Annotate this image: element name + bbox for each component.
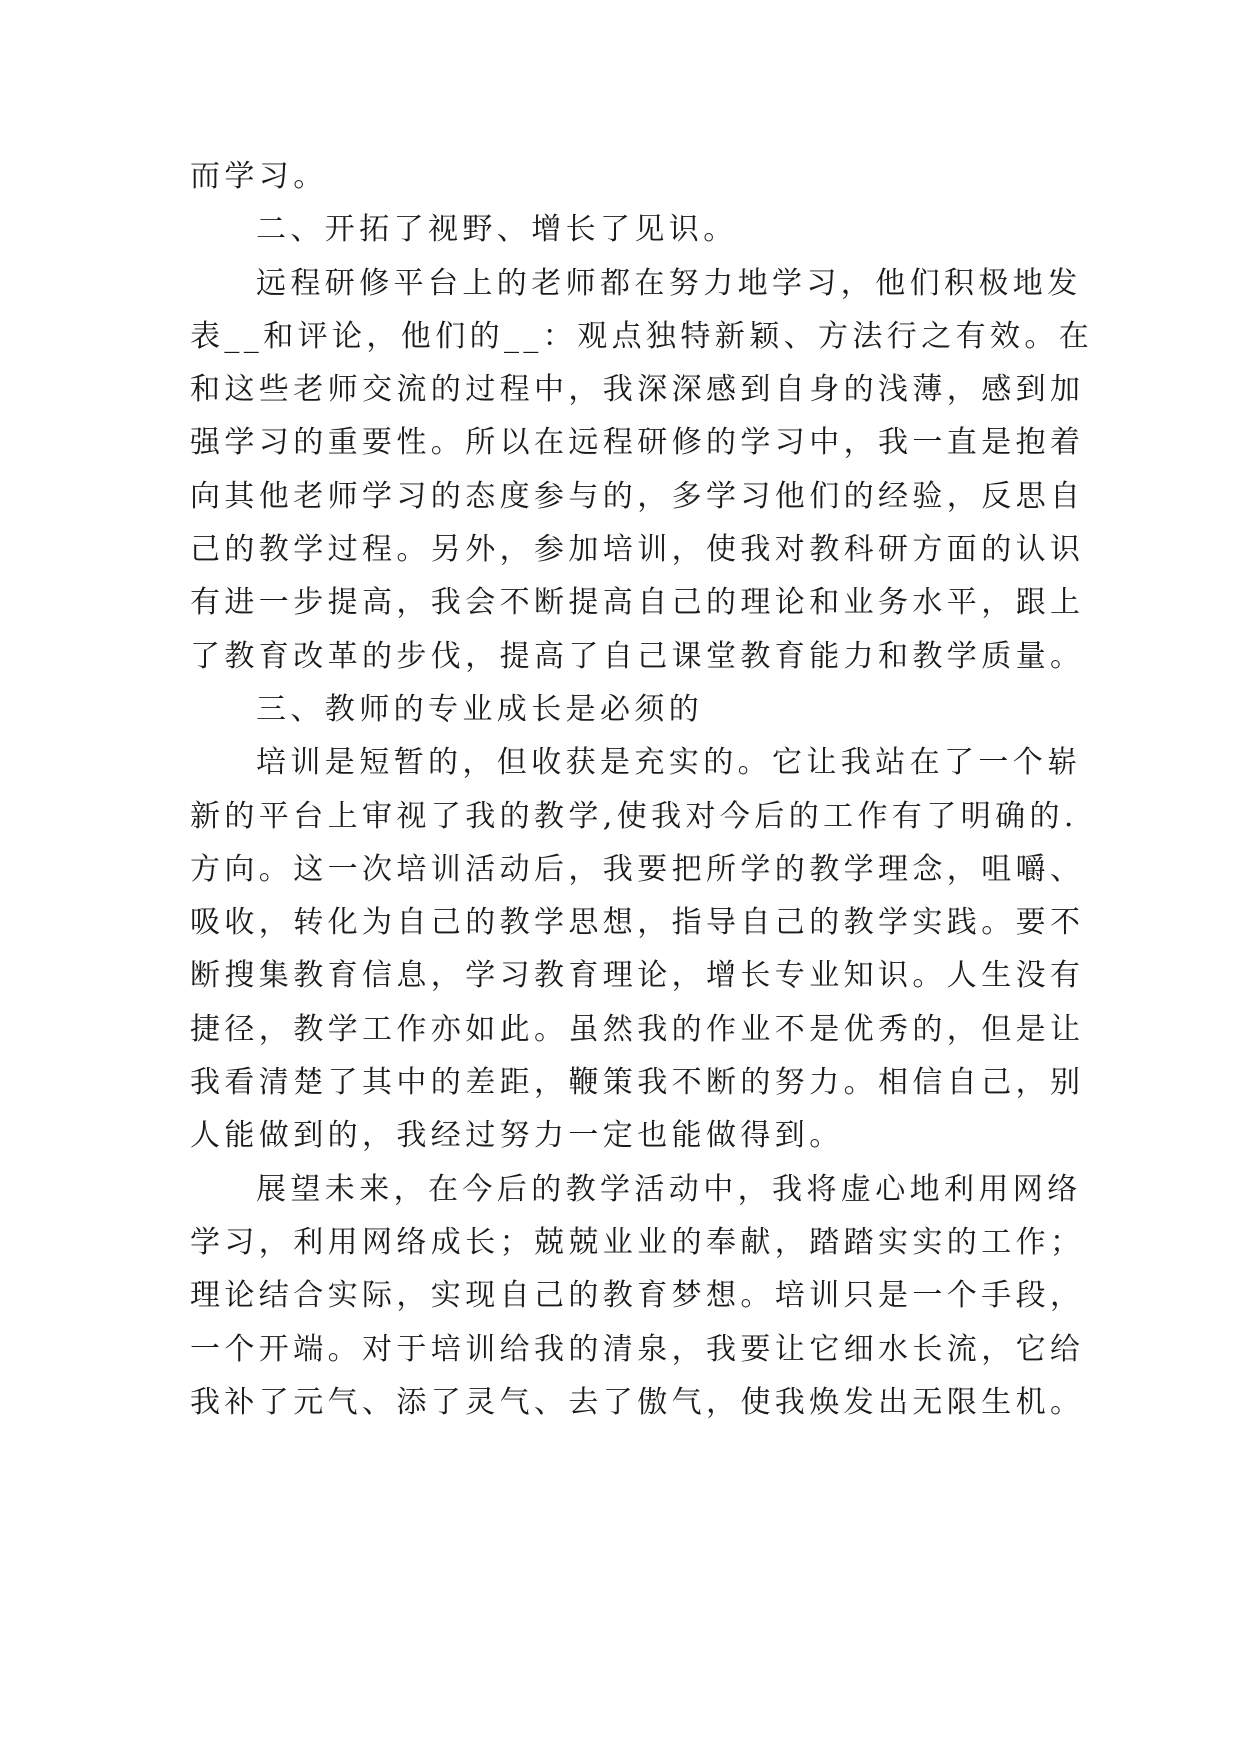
text-line-24: 我补了元气、添了灵气、去了傲气，使我焕发出无限生机。 — [190, 1384, 1085, 1420]
text-line-21: 学习，利用网络成长；兢兢业业的奉献，踏踏实实的工作； — [190, 1224, 1085, 1260]
text-line-08: 己的教学过程。另外，参加培训，使我对教科研方面的认识 — [190, 532, 1085, 568]
text-line-04: 表__和评论，他们的__：观点独特新颖、方法行之有效。在 — [190, 318, 1094, 354]
text-line-22: 理论结合实际，实现自己的教育梦想。培训只是一个手段， — [190, 1278, 1085, 1314]
text-line-16: 断搜集教育信息，学习教育理论，增长专业知识。人生没有 — [190, 958, 1085, 994]
text-line-23: 一个开端。对于培训给我的清泉，我要让它细水长流，它给 — [190, 1331, 1085, 1367]
text-line-06: 强学习的重要性。所以在远程研修的学习中，我一直是抱着 — [190, 425, 1085, 461]
text-line-19: 人能做到的，我经过努力一定也能做得到。 — [190, 1118, 844, 1154]
body-text — [190, 150, 1094, 1429]
text-line-01: 而学习。 — [190, 159, 328, 194]
text-line-13: 新的平台上审视了我的教学,使我对今后的工作有了明确的. — [190, 798, 1078, 834]
text-line-17: 捷径，教学工作亦如此。虽然我的作业不是优秀的，但是让 — [190, 1011, 1085, 1047]
text-line-03: 远程研修平台上的老师都在努力地学习，他们积极地发 — [256, 265, 1082, 301]
text-line-12: 培训是短暂的，但收获是充实的。它让我站在了一个崭 — [256, 745, 1082, 781]
text-line-10: 了教育改革的步伐，提高了自己课堂教育能力和教学质量。 — [190, 638, 1085, 674]
text-line-09: 有进一步提高，我会不断提高自己的理论和业务水平，跟上 — [190, 585, 1085, 621]
text-line-14: 方向。这一次培训活动后，我要把所学的教学理念，咀嚼、 — [190, 851, 1085, 887]
text-line-02: 二、开拓了视野、增长了见识。 — [256, 212, 738, 248]
text-line-20: 展望未来，在今后的教学活动中，我将虚心地利用网络 — [256, 1171, 1082, 1207]
text-line-07: 向其他老师学习的态度参与的，多学习他们的经验，反思自 — [190, 478, 1085, 514]
text-line-11: 三、教师的专业成长是必须的 — [256, 691, 704, 727]
text-line-18: 我看清楚了其中的差距，鞭策我不断的努力。相信自己，别 — [190, 1065, 1085, 1101]
text-line-15: 吸收，转化为自己的教学思想，指导自己的教学实践。要不 — [190, 905, 1085, 941]
text-line-05: 和这些老师交流的过程中，我深深感到自身的浅薄，感到加 — [190, 372, 1085, 408]
